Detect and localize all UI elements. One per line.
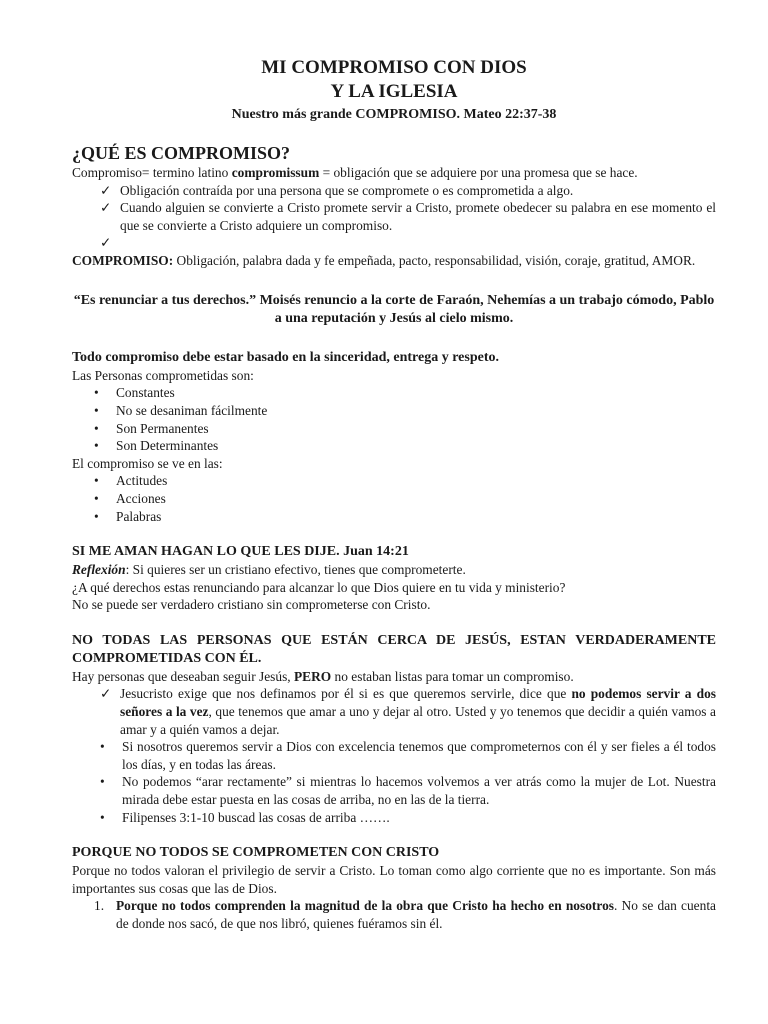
intro-text: Hay personas que deseaban seguir Jesús, (72, 668, 294, 684)
bullet-icon: • (100, 739, 105, 755)
reflexion-text: : Si quieres ser un cristiano efectivo, tienes que comprometerte. (125, 562, 466, 578)
document-title-line2: Y LA IGLESIA (330, 81, 458, 102)
section-heading-no-todas: NO TODAS LAS PERSONAS QUE ESTÁN CERCA DE JESÚS, ESTAN VERDADERAMENTE COMPROMETIDAS CON ÉL. (72, 632, 716, 666)
check-list (72, 182, 716, 252)
numbered-item-emphasis: Porque no todos comprenden la magnitud de la obra que Cristo ha hecho en nosotros (116, 898, 614, 914)
compromiso-label: COMPROMISO: (72, 252, 174, 268)
section-heading-porque: PORQUE NO TODOS SE COMPROMETEN CON CRISTO (72, 845, 440, 861)
list-item-text: Filipenses 3:1-10 buscad las cosas de arriba ……. (122, 809, 390, 825)
reflexion-question: ¿A qué derechos estas renunciando para alcanzar lo que Dios quiere en tu vida y ministerio? (72, 579, 566, 595)
bullet-icon: • (94, 420, 99, 436)
bullet-icon: • (94, 473, 99, 489)
check-icon: ✓ (100, 235, 112, 251)
check-item (100, 182, 716, 200)
list-item (94, 437, 716, 455)
areas-intro: El compromiso se ve en las: (72, 455, 223, 471)
check-item (100, 685, 716, 738)
check-item-text (120, 235, 123, 250)
definition-term: compromissum (231, 165, 320, 180)
bullet-icon: • (94, 438, 99, 454)
list-item-text: Son Determinantes (116, 438, 219, 454)
definition-text: Compromiso= termino latino (72, 165, 232, 180)
bullet-icon: • (94, 402, 99, 418)
section4-check-list (72, 685, 716, 738)
check-item (100, 234, 716, 252)
intro-text-end: no estaban listas para tomar un compromiso. (331, 668, 574, 684)
list-item (94, 508, 716, 526)
compromiso-text: Obligación, palabra dada y fe empeñada, pacto, responsabilidad, visión, coraje, gratitud, AMOR. (173, 252, 696, 268)
document-subtitle: Nuestro más grande COMPROMISO. Mateo 22:37-38 (231, 107, 557, 122)
intro-emphasis: PERO (294, 668, 332, 684)
check-item-text: Jesucristo exige que nos definamos por él si es que queremos servirle, dice que (120, 686, 572, 702)
list-item (94, 472, 716, 490)
check-item-emphasis: no podemos servir a dos señores a la vez (120, 686, 716, 720)
compromiso-paragraph (72, 252, 716, 270)
check-item (100, 199, 716, 234)
reflexion-statement: No se puede ser verdadero cristiano sin comprometerse con Cristo. (72, 597, 431, 613)
list-item (100, 809, 716, 827)
definition-paragraph (72, 164, 716, 182)
bullet-icon: • (94, 385, 99, 401)
section-heading-juan: SI ME AMAN HAGAN LO QUE LES DIJE. Juan 14:21 (72, 544, 409, 560)
check-icon: ✓ (100, 200, 112, 216)
bullet-icon: • (100, 774, 105, 790)
list-item-text: Acciones (116, 490, 166, 506)
traits-list (72, 384, 716, 454)
bullet-icon: • (100, 809, 105, 825)
numbered-item-text: . No se dan cuenta de donde nos sacó, de que nos libró, quienes fuéramos sin él. (116, 898, 716, 931)
section4-bullet-list (72, 738, 716, 826)
section5-intro: Porque no todos valoran el privilegio de servir a Cristo. Lo toman como algo corriente que no es importante. Son más importantes sus cosas que las de Dios. (72, 863, 716, 896)
list-item-text: Actitudes (116, 473, 168, 489)
reflexion-label: Reflexión (72, 562, 126, 578)
list-item-text: Si nosotros queremos servir a Dios con excelencia tenemos que comprometernos con él y ser fieles a él todos los días, y en todas las áreas. (122, 739, 716, 772)
list-item (94, 490, 716, 508)
check-item-text-end: , que tenemos que amar a uno y dejar al otro. Usted y yo tenemos que decidir a quién vamos a amar y a quién vamos a dejar. (120, 704, 717, 737)
numbered-list (72, 897, 716, 932)
list-item-text: Palabras (116, 508, 162, 524)
section-heading-sinceridad: Todo compromiso debe estar basado en la sinceridad, entrega y respeto. (72, 349, 500, 365)
areas-list (72, 472, 716, 525)
bullet-icon: • (94, 508, 99, 524)
numbered-item (94, 897, 716, 932)
list-item (94, 402, 716, 420)
list-item (94, 384, 716, 402)
section4-intro (72, 668, 716, 686)
section-heading-que-es-compromiso: ¿QUÉ ES COMPROMISO? (72, 143, 291, 163)
document-title-line1: MI COMPROMISO CON DIOS (261, 57, 527, 78)
check-icon: ✓ (100, 686, 112, 702)
list-item (94, 420, 716, 438)
traits-intro: Las Personas comprometidas son: (72, 367, 254, 383)
check-icon: ✓ (100, 182, 112, 198)
quote-paragraph: “Es renunciar a tus derechos.” Moisés renuncio a la corte de Faraón, Nehemías a un trabajo cómodo, Pablo a una reputación y Jesús al cielo mismo. (73, 292, 715, 327)
list-item-text: No podemos “arar rectamente” si mientras lo hacemos volvemos a ver atrás como la mujer de Lot. Nuestra mirada debe estar puesta en las cosas de arriba, no en las de la tierra. (122, 774, 716, 808)
check-item-text: Cuando alguien se convierte a Cristo promete servir a Cristo, promete obedecer su palabra en ese momento el que se convierte a Cristo adquiere un compromiso. (120, 200, 716, 233)
reflexion-paragraph (72, 561, 716, 579)
check-item-text: Obligación contraída por una persona que se compromete o es comprometida a algo. (120, 182, 574, 198)
list-item-text: No se desaniman fácilmente (116, 402, 268, 418)
list-item-text: Son Permanentes (116, 420, 209, 436)
list-item (100, 773, 716, 808)
list-item (100, 738, 716, 773)
definition-text-end: = obligación que se adquiere por una promesa que se hace. (319, 165, 638, 180)
item-number: 1. (94, 898, 105, 914)
bullet-icon: • (94, 490, 99, 506)
list-item-text: Constantes (116, 385, 175, 401)
